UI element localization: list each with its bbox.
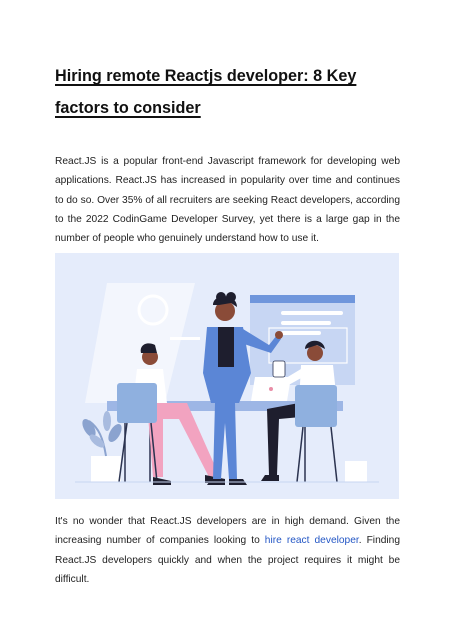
team-meeting-icon [55,253,399,499]
team-meeting-illustration [55,253,399,499]
intro-paragraph: React.JS is a popular front-end Javascript framework for developing web applications. React.JS has increased in popularity over time and continues to do so. Over 35% of all recruiters are seeking React developers, according to the 2022 CodinGame Developer Survey, yet there is a large gap in the number of people who genuinely understand how to use it. [55,156,400,245]
demand-paragraph-text-end: . Finding React.JS developers quickly and when the project requires it might be difficult. [55,535,400,585]
demand-paragraph-text-start: It's no wonder that React.JS developers are in high demand. Given the increasing number of companies looking to [55,516,400,547]
article-title: Hiring remote Reactjs developer: 8 Key factors to consider [55,67,357,117]
hire-react-developer-link[interactable]: hire react developer [264,535,359,547]
demand-paragraph [55,512,400,589]
